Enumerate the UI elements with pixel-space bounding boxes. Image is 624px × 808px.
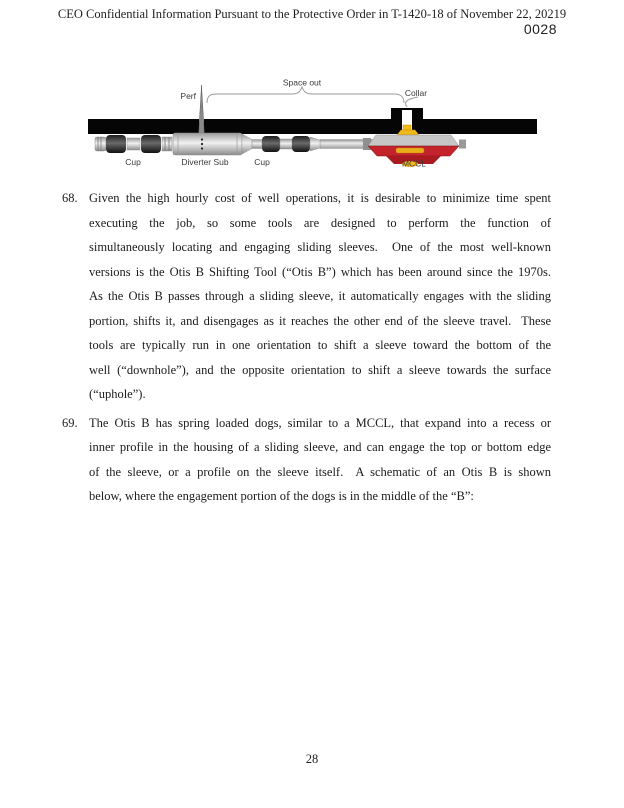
text-line: Given the high hourly cost of well operations, it is desirable to minimize time spent (89, 191, 551, 205)
diagram-label-perf: Perf (180, 91, 196, 101)
diverter-port (201, 147, 203, 149)
taper-1 (242, 134, 252, 154)
cup-1 (106, 135, 126, 153)
text-line: versions is the Otis B Shifting Tool (“Otis B”) which has been around since the 1970s. (89, 264, 551, 279)
text-line: below, where the engagement portion of the dogs is in the middle of the “B”: (89, 489, 474, 503)
diagram-label-diverter-sub: Diverter Sub (181, 157, 229, 167)
paragraph-lines (89, 411, 551, 509)
collar-leader-line (405, 97, 418, 107)
cup-4 (292, 136, 310, 152)
mccl-top-dog (397, 130, 419, 135)
spacer-2 (280, 139, 292, 149)
text-line: (“uphole”). (89, 387, 146, 401)
space-out-brace (207, 87, 404, 103)
paragraph-number: 68. (62, 191, 78, 205)
text-line: of the sleeve, or a profile on the sleeve itself. A schematic of an Otis B is shown (89, 464, 551, 479)
paragraph-69 (62, 411, 557, 509)
diagram-label-collar: Collar (404, 88, 428, 98)
tool-string (95, 133, 375, 155)
diverter-sub-body (173, 133, 242, 155)
toolstring-diagram-svg (85, 76, 545, 170)
diverter-port (201, 138, 203, 140)
mccl-right-cap (459, 140, 466, 149)
diagram-label-cup-mid: Cup (254, 157, 270, 167)
mccl-mid-band (396, 148, 424, 153)
diagram-label-mccl: MCCL (401, 158, 427, 169)
ribbed-connector (162, 137, 172, 151)
paragraph-number: 69. (62, 415, 78, 430)
taper-2 (310, 137, 320, 151)
text-line: inner profile in the housing of a sliding sleeve, and can engage the top or bottom edge (89, 440, 551, 454)
mccl-upper-body (368, 135, 459, 146)
left-end-cap (95, 137, 106, 151)
toolstring-diagram (85, 76, 545, 170)
text-line: tools are typically run in one orientation to shift a sleeve toward the bottom of the (89, 338, 551, 352)
connector-2 (252, 140, 262, 149)
perf-spike (199, 85, 205, 137)
text-line: The Otis B has spring loaded dogs, similar to a MCCL, that expand into a recess or (89, 415, 551, 430)
body-text (62, 186, 557, 509)
spacer-1 (127, 138, 140, 150)
text-line: portion, shifts it, and disengages as it reaches the other end of the sleeve travel. These (89, 313, 551, 328)
diverter-port (201, 143, 203, 145)
diagram-label-cup-left: Cup (125, 157, 141, 167)
confidentiality-notice: CEO Confidential Information Pursuant to the Protective Order in T-1420-18 of November 22, 20219 (57, 7, 567, 21)
page-number: 28 (305, 752, 319, 766)
cup-2 (141, 135, 161, 153)
text-line: As the Otis B passes through a sliding sleeve, it automatically engages with the sliding (89, 289, 551, 303)
paragraph-68 (62, 186, 557, 407)
cup-3 (262, 136, 280, 152)
text-line: executing the job, so some tools are designed to perform the function of (89, 215, 551, 230)
paragraph-lines (89, 186, 551, 407)
text-line: well (“downhole”), and the opposite orientation to shift a sleeve towards the surface (89, 362, 551, 377)
diagram-label-space-out: Space out (282, 77, 322, 88)
casing-bar (88, 119, 537, 134)
bates-number: 0028 (523, 21, 557, 37)
text-line: simultaneously locating and engaging sliding sleeves. One of the most well-known (89, 240, 551, 254)
